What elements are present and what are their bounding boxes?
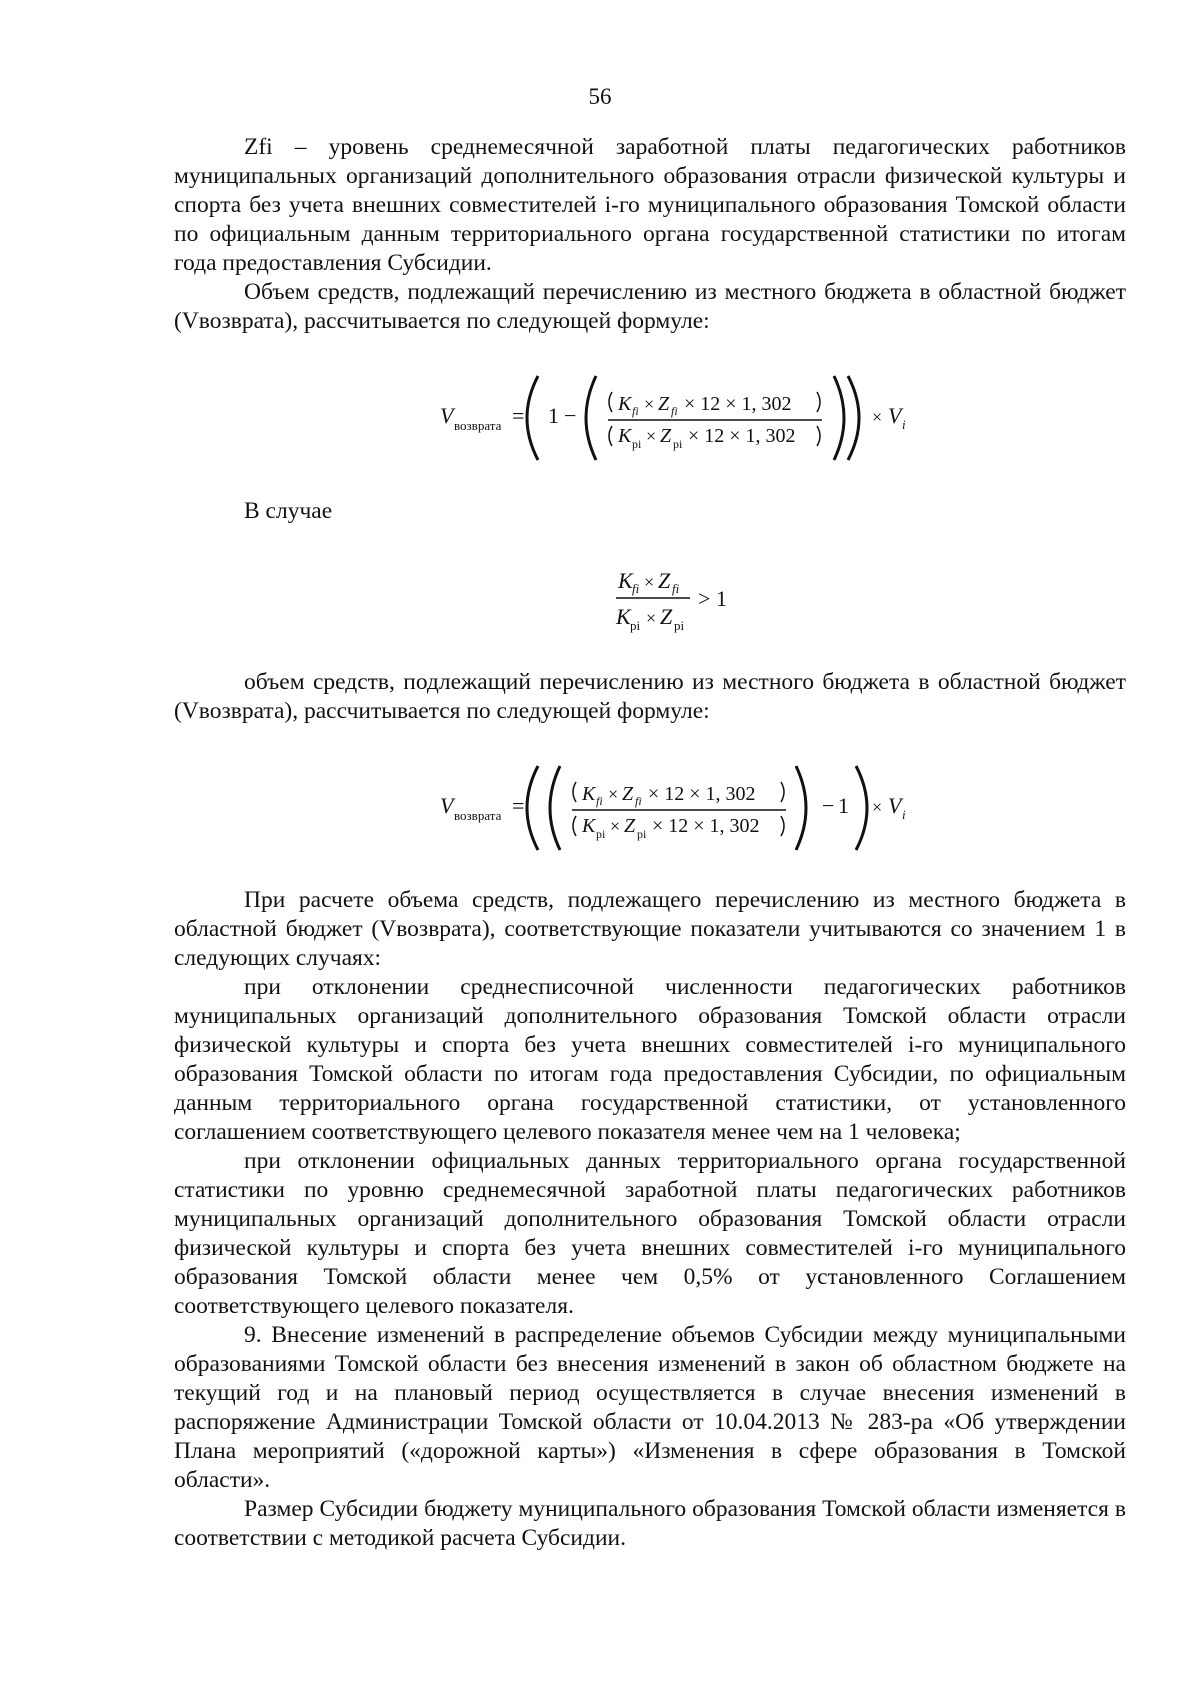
paragraph-subsidy-size: Размер Субсидии бюджету муниципального образования Томской области изменяется в соответствии с методикой расчета Субсидии. [174, 1496, 1126, 1551]
formula-vi-times: × [872, 407, 883, 427]
text-block-intro [174, 133, 1126, 336]
paragraph-item-9: 9. Внесение изменений в распределение объемов Субсидии между муниципальными образованиями Томской области без внесения изменений в закон об областном бюджете на текущий год и на плановый период осуществляется в случае внесения изменений в распоряжение Администрации Томской области от 10.04.2013 № 283-ра «Об утверждении Плана мероприятий («дорожной карты») «Изменения в сфере образования в Томской области». [174, 1322, 1126, 1493]
paragraph-formula1-intro: Объем средств, подлежащий перечислению из местного бюджета в областной бюджет (Vвозврата), рассчитывается по следующей формуле: [174, 279, 1126, 334]
cond-num-k-sub: fi [632, 581, 640, 596]
formula2-vi-symbol: V [888, 793, 902, 818]
formula2-v-subscript: возврата [454, 808, 502, 823]
text-block-body [174, 886, 1126, 1553]
formula2-den-k-sub: pi [596, 827, 606, 841]
formula-den-z: Z [660, 425, 672, 447]
formula-vi-subscript: i [902, 417, 906, 432]
formula2-num-k: K [582, 783, 596, 805]
formula2-num-z-sub: fi [635, 794, 642, 808]
cond-den-k: K [616, 604, 631, 629]
formula-minus: − [564, 403, 577, 428]
formula2-outer-right-paren [856, 766, 867, 850]
cond-num-times: × [644, 572, 655, 592]
page-number: 56 [588, 84, 612, 109]
formula2-num-left-paren [573, 782, 576, 802]
cond-one: 1 [716, 586, 727, 611]
formula-inner-left-paren [586, 376, 596, 460]
formula-den-left-paren [609, 426, 612, 446]
formula-condition [610, 560, 760, 640]
formula-num-k: K [618, 393, 632, 415]
text-block-condition [174, 497, 1126, 526]
formula-outer-right-paren [848, 376, 859, 460]
formula2-den-right-paren [781, 816, 784, 836]
paragraph-salary-deviation: при отклонении официальных данных территориального органа государственной статистики по уровню среднемесячной заработной платы педагогических работников муниципальных организаций дополнительного образования Томской области отрасли физической культуры и спорта без учета внешних совместителей i-го муниципального образования Томской области менее чем 0,5% от установленного Соглашением соответствующего целевого показателя. [174, 1148, 1126, 1319]
formula2-minus: − [822, 793, 835, 818]
cond-den-times: × [646, 608, 657, 628]
cond-num-k: K [618, 568, 633, 593]
formula-den-times: × [646, 426, 657, 446]
formula-num-times: × [644, 394, 655, 414]
paragraph-calculation-rules: При расчете объема средств, подлежащего перечислению из местного бюджета в областной бюджет (Vвозврата), соответствующие показатели учитываются со значением 1 в следующих случаях: [174, 887, 1126, 971]
cond-den-z-sub: pi [674, 618, 685, 633]
formula-den-z-sub: pi [673, 437, 683, 451]
formula2-outer-left-paren [527, 766, 538, 850]
formula2-den-k: K [582, 815, 596, 837]
formula-return-volume-2 [420, 758, 920, 858]
formula2-den-times: × [610, 816, 621, 836]
formula2-inner-right-paren [796, 766, 806, 850]
formula-num-z: Z [658, 393, 670, 415]
cond-greater: > [698, 586, 711, 611]
formula-v-symbol: V [440, 403, 454, 428]
paragraph-formula2-intro: объем средств, подлежащий перечислению из местного бюджета в областной бюджет (Vвозврата), рассчитывается по следующей формуле: [174, 669, 1126, 724]
formula2-inner-left-paren [550, 766, 560, 850]
text-block-formula2-intro [174, 668, 1126, 726]
formula-num-right-paren [817, 392, 820, 412]
formula-one: 1 [548, 403, 559, 428]
cond-num-z: Z [658, 568, 671, 593]
formula-num-tail: × 12 × 1, 302 [684, 393, 792, 415]
formula-den-k: K [618, 425, 632, 447]
cond-den-k-sub: pi [630, 618, 641, 633]
paragraph-zfi-definition: Zfi – уровень среднемесячной заработной платы педагогических работников муниципальных организаций дополнительного образования отрасли физической культуры и спорта без учета внешних совместителей i-го муниципального образования Томской области по официальным данным территориального органа государственной статистики по итогам года предоставления Субсидии. [174, 134, 1126, 276]
paragraph-in-case: В случае [244, 498, 333, 524]
formula-equals: = [512, 403, 525, 428]
formula2-vi-times: × [872, 797, 883, 817]
formula2-den-z-sub: pi [637, 827, 647, 841]
formula2-v-symbol: V [440, 793, 454, 818]
formula2-equals: = [512, 793, 525, 818]
formula2-vi-subscript: i [902, 807, 906, 822]
formula2-den-tail: × 12 × 1, 302 [652, 815, 760, 837]
formula2-den-left-paren [573, 816, 576, 836]
formula-v-subscript: возврата [454, 418, 502, 433]
cond-num-z-sub: fi [672, 581, 680, 596]
formula2-one: 1 [838, 793, 849, 818]
formula-outer-left-paren [527, 376, 538, 460]
formula2-num-tail: × 12 × 1, 302 [648, 783, 756, 805]
formula-den-tail: × 12 × 1, 302 [688, 425, 796, 447]
formula-vi-symbol: V [888, 403, 902, 428]
formula2-num-times: × [608, 784, 619, 804]
formula2-num-z: Z [622, 783, 634, 805]
formula-num-k-sub: fi [632, 404, 639, 418]
formula-den-right-paren [817, 426, 820, 446]
formula2-num-right-paren [781, 782, 784, 802]
formula-return-volume-1 [420, 368, 920, 468]
formula-den-k-sub: pi [632, 437, 642, 451]
formula-inner-right-paren [834, 376, 844, 460]
formula2-den-z: Z [624, 815, 636, 837]
cond-den-z: Z [660, 604, 673, 629]
formula-num-left-paren [609, 392, 612, 412]
paragraph-headcount-deviation: при отклонении среднесписочной численности педагогических работников муниципальных организаций дополнительного образования Томской области отрасли физической культуры и спорта без учета внешних совместителей i-го муниципального образования Томской области по итогам года предоставления Субсидии, по официальным данным территориального органа государственной статистики, от установленного соглашением соответствующего целевого показателя менее чем на 1 человека; [174, 974, 1126, 1145]
formula2-num-k-sub: fi [596, 794, 603, 808]
formula-num-z-sub: fi [671, 404, 678, 418]
